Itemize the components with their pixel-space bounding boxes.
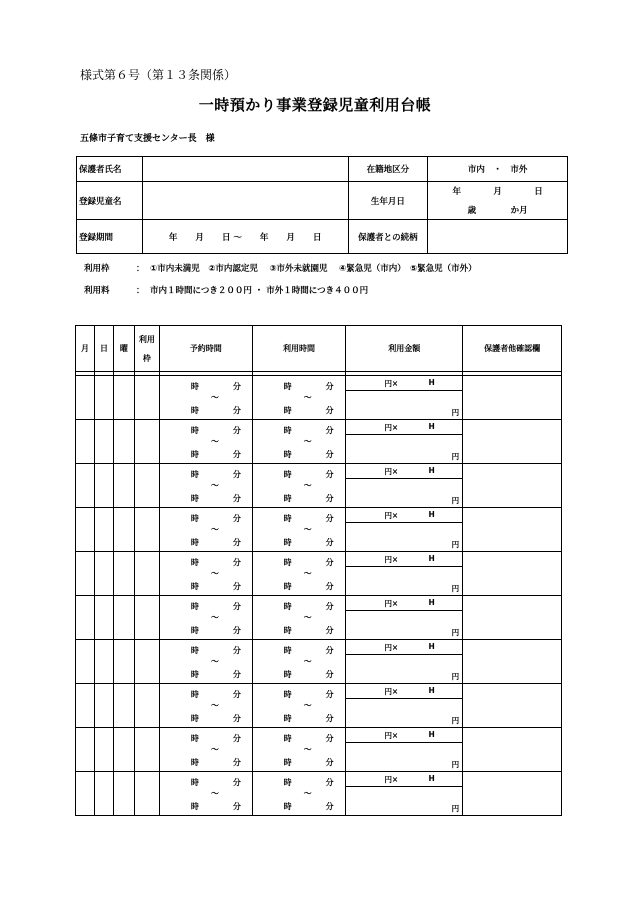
range-tilde: ～ xyxy=(210,701,219,710)
dob-month-unit: 月 xyxy=(493,187,502,197)
fee-hours-unit: H xyxy=(428,730,435,739)
slot-cell[interactable] xyxy=(134,640,159,684)
table-row xyxy=(76,376,562,420)
used-time-cell[interactable] xyxy=(252,684,346,728)
child-name-label: 登録児童名 xyxy=(77,182,143,220)
start-minute-unit: 分 xyxy=(325,426,334,435)
end-hour-unit: 時 xyxy=(283,670,292,679)
amount-cell[interactable] xyxy=(346,464,463,508)
fee-total-unit: 円 xyxy=(451,540,460,549)
day-cell[interactable] xyxy=(94,508,113,552)
start-hour-unit: 時 xyxy=(283,602,292,611)
end-hour-unit: 時 xyxy=(190,406,199,415)
confirm-cell[interactable] xyxy=(463,772,562,816)
end-hour-unit: 時 xyxy=(283,538,292,547)
end-hour-unit: 時 xyxy=(283,714,292,723)
fee-rate-unit: 円× xyxy=(384,775,399,784)
month-cell[interactable] xyxy=(76,728,95,772)
fee-total-unit: 円 xyxy=(451,760,460,769)
range-tilde: ～ xyxy=(303,657,312,666)
amount-cell[interactable] xyxy=(346,552,463,596)
slot-cell[interactable] xyxy=(134,728,159,772)
period-label: 登録期間 xyxy=(77,220,143,254)
amount-cell[interactable] xyxy=(346,640,463,684)
fee-hours-unit: H xyxy=(428,378,435,387)
used-time-cell[interactable] xyxy=(252,772,346,816)
used-time-cell[interactable] xyxy=(252,728,346,772)
fee-total-unit: 円 xyxy=(451,628,460,637)
end-minute-unit: 分 xyxy=(325,450,334,459)
used-time-cell[interactable] xyxy=(252,552,346,596)
fee-note: 利用料 ： 市内１時間につき２００円 ・ 市外１時間につき４００円 xyxy=(84,286,369,296)
fee-rate-unit: 円× xyxy=(384,731,399,740)
period-month: 月 xyxy=(195,232,204,243)
end-hour-unit: 時 xyxy=(283,626,292,635)
start-hour-unit: 時 xyxy=(190,690,199,699)
fee-hours-unit: H xyxy=(428,554,435,563)
start-hour-unit: 時 xyxy=(283,690,292,699)
month-cell[interactable] xyxy=(76,420,95,464)
period-day-to: 日 ～ xyxy=(221,232,242,243)
weekday-cell[interactable] xyxy=(113,464,134,508)
header-weekday: 曜 xyxy=(113,326,134,372)
range-tilde: ～ xyxy=(303,789,312,798)
weekday-cell[interactable] xyxy=(113,508,134,552)
reserved-time-cell[interactable] xyxy=(159,684,252,728)
start-minute-unit: 分 xyxy=(325,514,334,523)
slot-cell[interactable] xyxy=(134,772,159,816)
district-value[interactable]: 市内 ・ 市外 xyxy=(428,157,568,182)
confirm-cell[interactable] xyxy=(463,464,562,508)
relation-field[interactable] xyxy=(428,220,568,254)
slot-cell[interactable] xyxy=(134,420,159,464)
used-time-cell[interactable] xyxy=(252,640,346,684)
month-cell[interactable] xyxy=(76,508,95,552)
end-hour-unit: 時 xyxy=(190,670,199,679)
table-row xyxy=(76,772,562,816)
end-hour-unit: 時 xyxy=(190,494,199,503)
range-tilde: ～ xyxy=(210,789,219,798)
day-cell[interactable] xyxy=(94,772,113,816)
weekday-cell[interactable] xyxy=(113,376,134,420)
reserved-time-cell[interactable] xyxy=(159,552,252,596)
end-minute-unit: 分 xyxy=(325,802,334,811)
slot-cell[interactable] xyxy=(134,464,159,508)
start-hour-unit: 時 xyxy=(190,558,199,567)
start-hour-unit: 時 xyxy=(283,734,292,743)
table-row xyxy=(76,640,562,684)
page-title: 一時預かり事業登録児童利用台帳 xyxy=(198,96,432,114)
start-hour-unit: 時 xyxy=(283,426,292,435)
end-minute-unit: 分 xyxy=(325,626,334,635)
day-cell[interactable] xyxy=(94,552,113,596)
end-hour-unit: 時 xyxy=(283,582,292,591)
range-tilde: ～ xyxy=(303,745,312,754)
weekday-cell[interactable] xyxy=(113,684,134,728)
fee-rate-unit: 円× xyxy=(384,379,399,388)
fee-calculation xyxy=(346,772,462,787)
day-cell[interactable] xyxy=(94,464,113,508)
dob-age-unit: 歳 xyxy=(467,206,477,216)
amount-cell[interactable] xyxy=(346,772,463,816)
dob-year-unit: 年 xyxy=(452,187,461,197)
range-tilde: ～ xyxy=(303,481,312,490)
end-minute-unit: 分 xyxy=(232,758,241,767)
start-minute-unit: 分 xyxy=(232,514,241,523)
confirm-cell[interactable] xyxy=(463,508,562,552)
month-cell[interactable] xyxy=(76,376,95,420)
fee-hours-unit: H xyxy=(428,466,435,475)
end-hour-unit: 時 xyxy=(283,758,292,767)
dob-months-unit: か月 xyxy=(510,206,528,216)
slot-cell[interactable] xyxy=(134,376,159,420)
end-minute-unit: 分 xyxy=(325,406,334,415)
weekday-cell[interactable] xyxy=(113,728,134,772)
end-minute-unit: 分 xyxy=(232,714,241,723)
table-row xyxy=(76,420,562,464)
weekday-cell[interactable] xyxy=(113,640,134,684)
fee-total-unit: 円 xyxy=(451,452,460,461)
month-cell[interactable] xyxy=(76,596,95,640)
fee-calculation xyxy=(346,420,462,435)
end-hour-unit: 時 xyxy=(190,714,199,723)
fee-hours-unit: H xyxy=(428,422,435,431)
used-time-cell[interactable] xyxy=(252,596,346,640)
start-minute-unit: 分 xyxy=(325,690,334,699)
end-hour-unit: 時 xyxy=(190,582,199,591)
amount-cell[interactable] xyxy=(346,596,463,640)
start-hour-unit: 時 xyxy=(190,646,199,655)
used-time-cell[interactable] xyxy=(252,420,346,464)
day-cell[interactable] xyxy=(94,684,113,728)
end-hour-unit: 時 xyxy=(190,758,199,767)
guardian-name-label: 保護者氏名 xyxy=(77,157,143,182)
start-hour-unit: 時 xyxy=(283,778,292,787)
day-cell[interactable] xyxy=(94,376,113,420)
reserved-time-cell[interactable] xyxy=(159,376,252,420)
start-hour-unit: 時 xyxy=(190,470,199,479)
start-hour-unit: 時 xyxy=(190,602,199,611)
guardian-name-field[interactable] xyxy=(142,157,348,182)
amount-cell[interactable] xyxy=(346,508,463,552)
range-tilde: ～ xyxy=(303,393,312,402)
fee-total-unit: 円 xyxy=(451,716,460,725)
fee-total-unit: 円 xyxy=(451,804,460,813)
fee-rate-unit: 円× xyxy=(384,423,399,432)
start-minute-unit: 分 xyxy=(232,734,241,743)
amount-cell[interactable] xyxy=(346,684,463,728)
range-tilde: ～ xyxy=(210,569,219,578)
reserved-time-cell[interactable] xyxy=(159,420,252,464)
fee-calculation xyxy=(346,596,462,611)
period-field[interactable] xyxy=(142,220,348,254)
start-hour-unit: 時 xyxy=(190,734,199,743)
confirm-cell[interactable] xyxy=(463,552,562,596)
end-hour-unit: 時 xyxy=(283,406,292,415)
start-hour-unit: 時 xyxy=(190,514,199,523)
district-label: 在籍地区分 xyxy=(348,157,428,182)
header-reserved-time: 予約時間 xyxy=(159,326,252,372)
end-minute-unit: 分 xyxy=(325,714,334,723)
end-minute-unit: 分 xyxy=(232,582,241,591)
slot-cell[interactable] xyxy=(134,684,159,728)
confirm-cell[interactable] xyxy=(463,420,562,464)
used-time-cell[interactable] xyxy=(252,508,346,552)
header-confirm: 保護者他確認欄 xyxy=(463,326,562,372)
day-cell[interactable] xyxy=(94,640,113,684)
fee-hours-unit: H xyxy=(428,774,435,783)
range-tilde: ～ xyxy=(210,481,219,490)
end-minute-unit: 分 xyxy=(325,582,334,591)
start-minute-unit: 分 xyxy=(325,382,334,391)
weekday-cell[interactable] xyxy=(113,420,134,464)
weekday-cell[interactable] xyxy=(113,552,134,596)
form-number: 様式第６号（第１３条関係） xyxy=(80,68,237,82)
range-tilde: ～ xyxy=(303,437,312,446)
fee-hours-unit: H xyxy=(428,686,435,695)
header-month: 月 xyxy=(76,326,95,372)
start-minute-unit: 分 xyxy=(232,426,241,435)
end-hour-unit: 時 xyxy=(190,538,199,547)
confirm-cell[interactable] xyxy=(463,684,562,728)
start-minute-unit: 分 xyxy=(232,382,241,391)
fee-label: 利用料 xyxy=(84,286,110,296)
header-amount: 利用金額 xyxy=(346,326,463,372)
registration-info-table xyxy=(76,156,568,254)
end-hour-unit: 時 xyxy=(283,450,292,459)
month-cell[interactable] xyxy=(76,640,95,684)
start-minute-unit: 分 xyxy=(232,690,241,699)
start-minute-unit: 分 xyxy=(232,558,241,567)
amount-cell[interactable] xyxy=(346,728,463,772)
month-cell[interactable] xyxy=(76,684,95,728)
day-cell[interactable] xyxy=(94,596,113,640)
fee-hours-unit: H xyxy=(428,642,435,651)
reserved-time-cell[interactable] xyxy=(159,464,252,508)
fee-calculation xyxy=(346,728,462,743)
dob-label: 生年月日 xyxy=(348,182,428,220)
confirm-cell[interactable] xyxy=(463,596,562,640)
end-hour-unit: 時 xyxy=(190,802,199,811)
end-minute-unit: 分 xyxy=(325,670,334,679)
header-slot: 利用 枠 xyxy=(134,326,159,372)
start-minute-unit: 分 xyxy=(232,778,241,787)
end-minute-unit: 分 xyxy=(325,758,334,767)
fee-total-unit: 円 xyxy=(451,584,460,593)
addressee: 五條市子育て支援センター長 様 xyxy=(80,134,215,144)
reserved-time-cell[interactable] xyxy=(159,772,252,816)
table-row xyxy=(76,684,562,728)
fee-rate-unit: 円× xyxy=(384,467,399,476)
start-minute-unit: 分 xyxy=(232,646,241,655)
fee-rate-unit: 円× xyxy=(384,643,399,652)
end-minute-unit: 分 xyxy=(232,450,241,459)
confirm-cell[interactable] xyxy=(463,728,562,772)
fee-rate-unit: 円× xyxy=(384,599,399,608)
amount-cell[interactable] xyxy=(346,376,463,420)
start-minute-unit: 分 xyxy=(325,470,334,479)
month-cell[interactable] xyxy=(76,772,95,816)
reserved-time-cell[interactable] xyxy=(159,596,252,640)
end-minute-unit: 分 xyxy=(325,538,334,547)
start-minute-unit: 分 xyxy=(232,470,241,479)
end-minute-unit: 分 xyxy=(232,802,241,811)
reserved-time-cell[interactable] xyxy=(159,508,252,552)
range-tilde: ～ xyxy=(303,613,312,622)
child-name-field[interactable] xyxy=(142,182,348,220)
start-hour-unit: 時 xyxy=(283,646,292,655)
table-row xyxy=(76,596,562,640)
fee-calculation xyxy=(346,376,462,391)
start-minute-unit: 分 xyxy=(232,602,241,611)
usage-slot-note: 利用枠 ： ①市内未満児 ②市内認定児 ③市外未就園児 ④緊急児（市内） ⑤緊急児（市外） xyxy=(84,264,477,274)
range-tilde: ～ xyxy=(210,657,219,666)
fee-calculation xyxy=(346,464,462,479)
start-hour-unit: 時 xyxy=(190,382,199,391)
end-minute-unit: 分 xyxy=(232,670,241,679)
dob-field[interactable] xyxy=(428,182,568,220)
confirm-cell[interactable] xyxy=(463,640,562,684)
end-minute-unit: 分 xyxy=(232,406,241,415)
fee-hours-unit: H xyxy=(428,598,435,607)
fee-rate-unit: 円× xyxy=(384,687,399,696)
start-hour-unit: 時 xyxy=(190,426,199,435)
fee-rate-unit: 円× xyxy=(384,511,399,520)
table-row xyxy=(76,508,562,552)
end-minute-unit: 分 xyxy=(232,626,241,635)
fee-calculation xyxy=(346,552,462,567)
range-tilde: ～ xyxy=(303,525,312,534)
end-hour-unit: 時 xyxy=(190,450,199,459)
start-minute-unit: 分 xyxy=(325,646,334,655)
usage-log-table xyxy=(75,325,562,816)
end-minute-unit: 分 xyxy=(232,538,241,547)
end-hour-unit: 時 xyxy=(190,626,199,635)
month-cell[interactable] xyxy=(76,464,95,508)
range-tilde: ～ xyxy=(303,569,312,578)
fee-calculation xyxy=(346,684,462,699)
header-day: 日 xyxy=(94,326,113,372)
end-minute-unit: 分 xyxy=(232,494,241,503)
slot-cell[interactable] xyxy=(134,552,159,596)
fee-hours-unit: H xyxy=(428,510,435,519)
table-row xyxy=(76,552,562,596)
fee-rate-unit: 円× xyxy=(384,555,399,564)
fee-total-unit: 円 xyxy=(451,408,460,417)
fee-total-unit: 円 xyxy=(451,672,460,681)
start-minute-unit: 分 xyxy=(325,734,334,743)
period-month-end: 月 xyxy=(286,232,295,243)
start-minute-unit: 分 xyxy=(325,558,334,567)
weekday-cell[interactable] xyxy=(113,596,134,640)
weekday-cell[interactable] xyxy=(113,772,134,816)
slot-cell[interactable] xyxy=(134,508,159,552)
dob-day-unit: 日 xyxy=(534,187,543,197)
end-minute-unit: 分 xyxy=(325,494,334,503)
range-tilde: ～ xyxy=(210,613,219,622)
fee-text: 市内１時間につき２００円 ・ 市外１時間につき４００円 xyxy=(150,286,369,296)
confirm-cell[interactable] xyxy=(463,376,562,420)
fee-calculation xyxy=(346,508,462,523)
period-year: 年 xyxy=(168,232,178,243)
relation-label: 保護者との続柄 xyxy=(348,220,428,254)
fee-calculation xyxy=(346,640,462,655)
start-hour-unit: 時 xyxy=(283,470,292,479)
table-row xyxy=(76,728,562,772)
start-minute-unit: 分 xyxy=(325,602,334,611)
start-hour-unit: 時 xyxy=(283,558,292,567)
start-hour-unit: 時 xyxy=(283,382,292,391)
reserved-time-cell[interactable] xyxy=(159,728,252,772)
fee-total-unit: 円 xyxy=(451,496,460,505)
amount-cell[interactable] xyxy=(346,420,463,464)
day-cell[interactable] xyxy=(94,420,113,464)
end-hour-unit: 時 xyxy=(283,802,292,811)
day-cell[interactable] xyxy=(94,728,113,772)
month-cell[interactable] xyxy=(76,552,95,596)
start-hour-unit: 時 xyxy=(283,514,292,523)
period-year-end: 年 xyxy=(259,232,269,243)
header-used-time: 利用時間 xyxy=(252,326,346,372)
range-tilde: ～ xyxy=(210,437,219,446)
usage-slot-text: ①市内未満児 ②市内認定児 ③市外未就園児 ④緊急児（市内） ⑤緊急児（市外） xyxy=(150,264,477,274)
range-tilde: ～ xyxy=(210,745,219,754)
start-hour-unit: 時 xyxy=(190,778,199,787)
used-time-cell[interactable] xyxy=(252,376,346,420)
start-minute-unit: 分 xyxy=(325,778,334,787)
end-hour-unit: 時 xyxy=(283,494,292,503)
range-tilde: ～ xyxy=(210,393,219,402)
usage-slot-label: 利用枠 xyxy=(84,264,110,274)
used-time-cell[interactable] xyxy=(252,464,346,508)
reserved-time-cell[interactable] xyxy=(159,640,252,684)
table-row xyxy=(76,464,562,508)
period-day-end: 日 xyxy=(312,232,322,243)
slot-cell[interactable] xyxy=(134,596,159,640)
range-tilde: ～ xyxy=(303,701,312,710)
range-tilde: ～ xyxy=(210,525,219,534)
